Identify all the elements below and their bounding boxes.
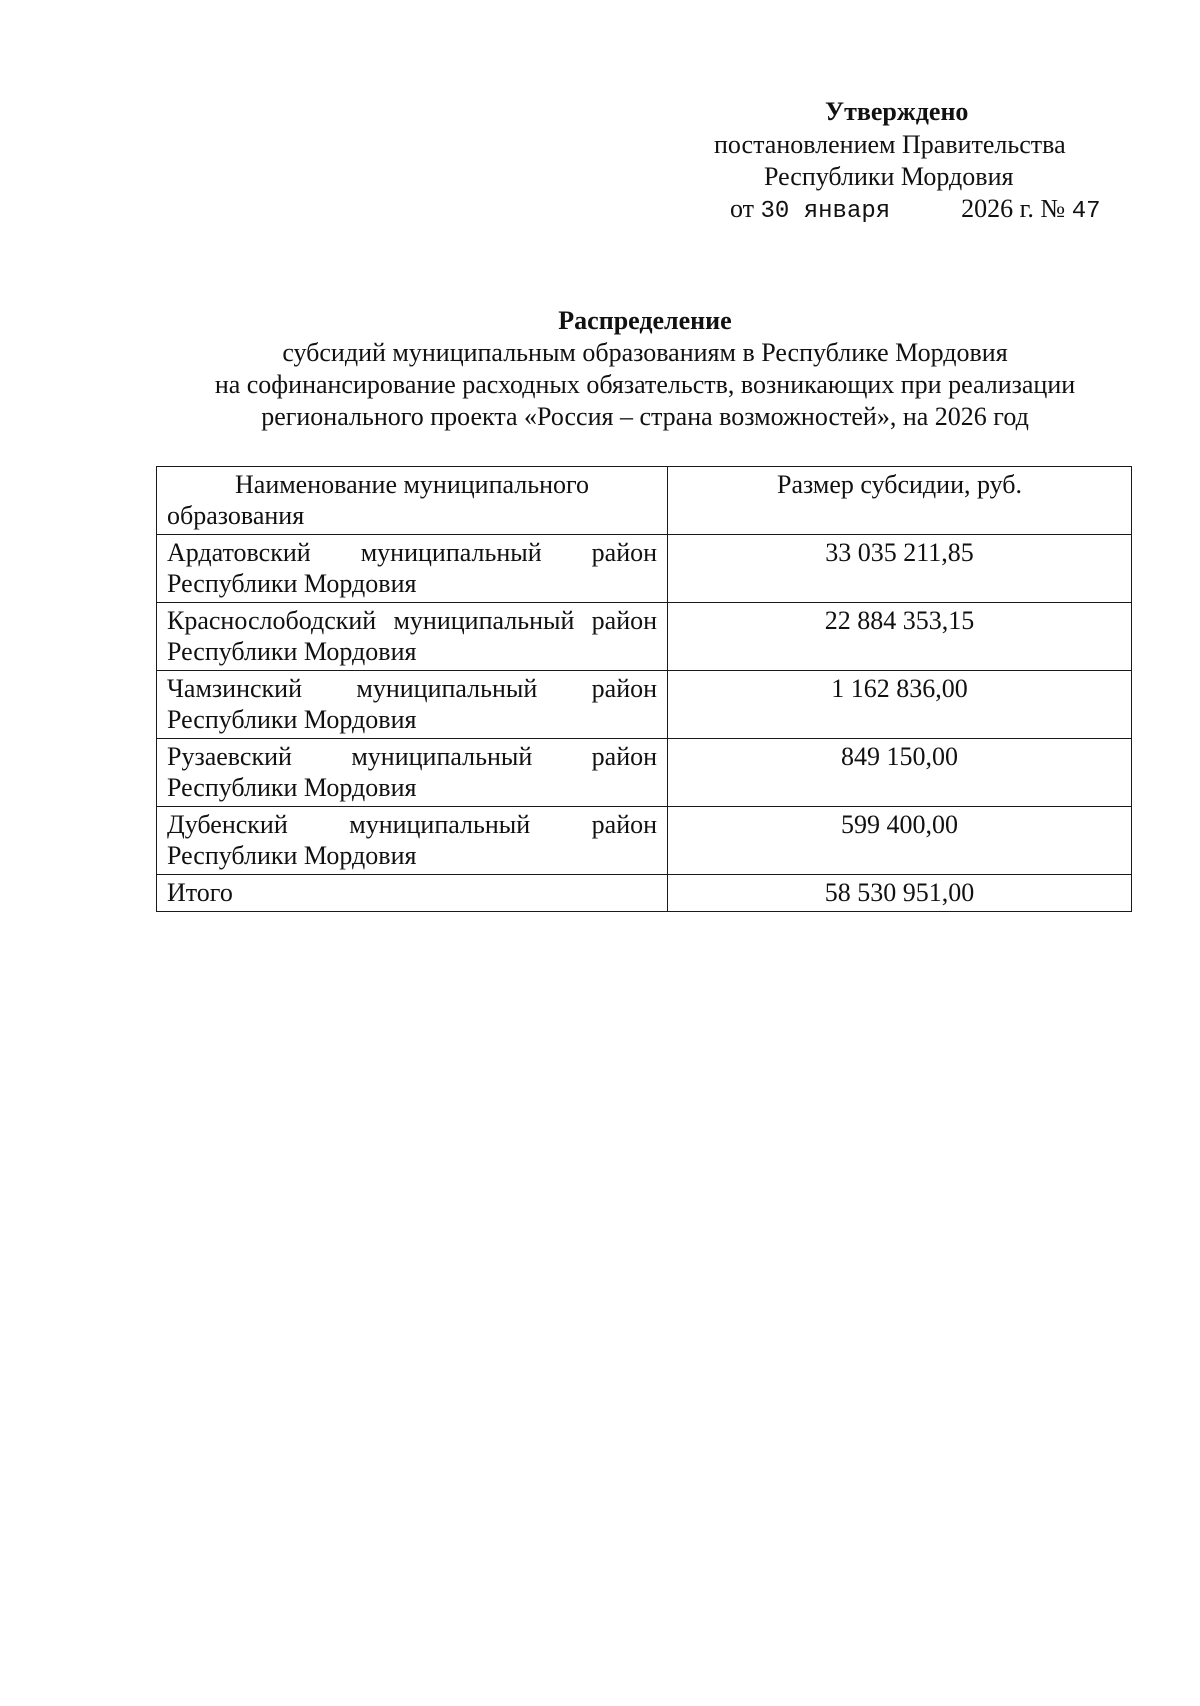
year-part: 2026 г. № (961, 194, 1066, 223)
header-name: Наименование муниципального образования (157, 467, 668, 535)
date-prefix: от (730, 194, 755, 223)
approval-title: Утверждено (825, 97, 969, 126)
total-amount: 58 530 951,00 (668, 875, 1132, 912)
decree-number: 47 (1071, 198, 1101, 225)
approval-line-decree: постановлением Правительства (714, 130, 1066, 159)
row-amount: 33 035 211,85 (668, 535, 1132, 603)
row-name: Краснослободский муниципальный район Республики Мордовия (157, 603, 668, 671)
approval-line-republic: Республики Мордовия (764, 162, 1014, 191)
row-name: Рузаевский муниципальный район Республики Мордовия (157, 739, 668, 807)
row-name: Дубенский муниципальный район Республики Мордовия (157, 807, 668, 875)
row-amount: 22 884 353,15 (668, 603, 1132, 671)
title-line-3: регионального проекта «Россия – страна возможностей», на 2026 год (261, 402, 1029, 431)
table-row (157, 535, 1132, 603)
title-line-2: на софинансирование расходных обязательств, возникающих при реализации (214, 370, 1076, 399)
table-row (157, 807, 1132, 875)
row-amount: 599 400,00 (668, 807, 1132, 875)
total-label: Итого (157, 875, 668, 912)
table-header-row (157, 467, 1132, 535)
table-row (157, 603, 1132, 671)
title-line-1: субсидий муниципальным образованиям в Республике Мордовия (282, 338, 1008, 367)
row-amount: 849 150,00 (668, 739, 1132, 807)
document-title (130, 305, 1160, 433)
row-amount: 1 162 836,00 (668, 671, 1132, 739)
title-heading: Распределение (558, 306, 732, 335)
row-name: Чамзинский муниципальный район Республики Мордовия (157, 671, 668, 739)
row-name: Ардатовский муниципальный район Республики Мордовия (157, 535, 668, 603)
approval-date-line (730, 193, 1101, 227)
table-row (157, 671, 1132, 739)
table-row (157, 739, 1132, 807)
table-total-row (157, 875, 1132, 912)
date-value: 30 января (760, 198, 891, 225)
distribution-table (156, 466, 1132, 912)
header-amount: Размер субсидии, руб. (668, 467, 1132, 535)
